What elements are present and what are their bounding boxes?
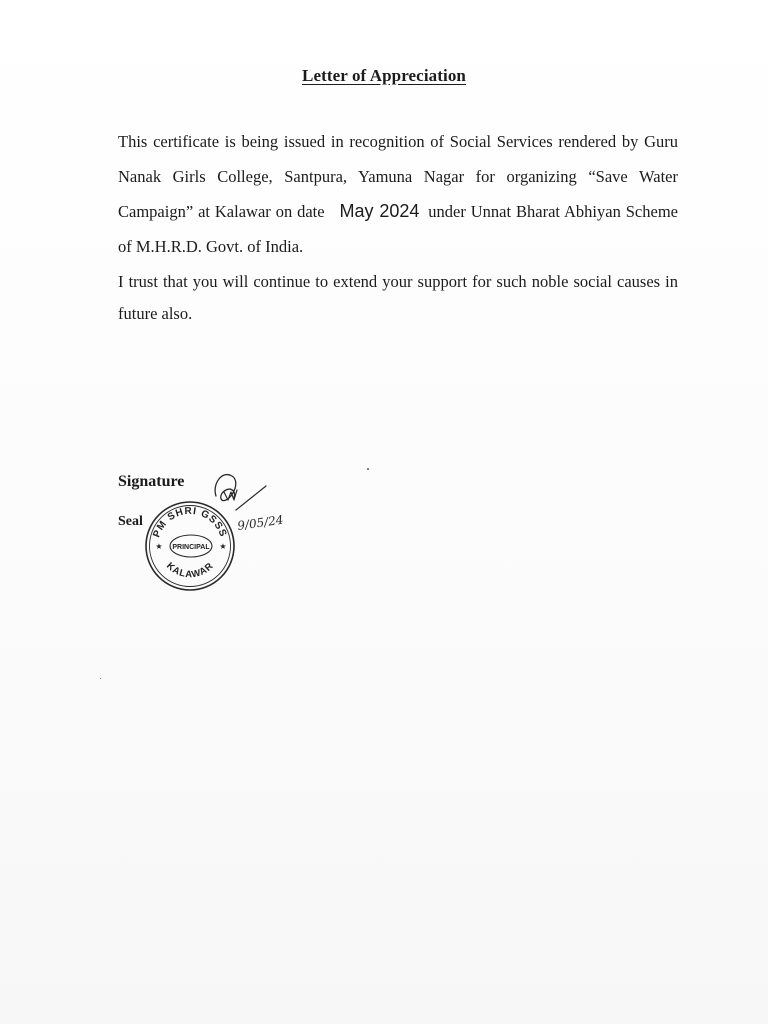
paragraph-recognition bbox=[118, 124, 678, 264]
paper-speck bbox=[367, 468, 369, 470]
svg-text:★: ★ bbox=[155, 542, 163, 551]
svg-text:PRINCIPAL: PRINCIPAL bbox=[172, 544, 210, 551]
signature-label: Signature bbox=[118, 473, 185, 490]
svg-text:KALAWAR: KALAWAR bbox=[164, 560, 216, 581]
svg-text:9/05/24: 9/05/24 bbox=[236, 512, 285, 533]
svg-text:PM SHRI GSSS: PM SHRI GSSS bbox=[151, 505, 229, 540]
paragraph-trust: I trust that you will continue to extend your support for such noble social causes in future also. bbox=[118, 272, 678, 323]
handwritten-date-fill: May 2024 bbox=[339, 201, 420, 221]
letter-title: Letter of Appreciation bbox=[302, 66, 466, 85]
seal-label: Seal bbox=[118, 514, 143, 529]
paragraph-text-after-date: under Unnat Bharat Abhiyan Scheme of M.H.R.D. Govt. of India. bbox=[118, 202, 678, 256]
paragraph-text-before-date: This certificate is being issued in recognition of Social Services rendered by Guru Nanak Girls College, Santpura, Yamuna Nagar for organizing “Save Water Campaign” at Kalawar on date bbox=[118, 132, 678, 221]
paper-speck bbox=[100, 678, 101, 679]
svg-text:★: ★ bbox=[219, 542, 227, 551]
handwritten-signature bbox=[206, 466, 296, 540]
